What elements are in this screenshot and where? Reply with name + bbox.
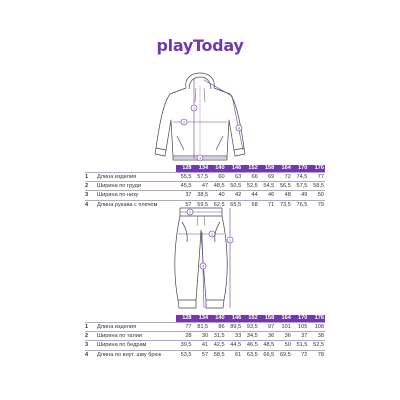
cell: 48 xyxy=(275,191,292,200)
row-label: Длина рукава с плечом xyxy=(96,200,176,209)
size-header: 158 xyxy=(259,165,276,173)
cell: 52,5 xyxy=(242,182,259,191)
row-label: Длина изделия xyxy=(96,173,176,182)
size-header: 152 xyxy=(242,315,259,323)
size-header: 140 xyxy=(209,315,226,323)
row-number: 3 xyxy=(85,341,96,350)
cell: 55,5 xyxy=(176,173,193,182)
cell: 73,5 xyxy=(275,200,292,209)
cell: 42 xyxy=(226,191,243,200)
table-row xyxy=(85,350,325,359)
row-number: 2 xyxy=(85,182,96,191)
table-header-row xyxy=(85,165,325,173)
cell: 65,5 xyxy=(226,200,243,209)
cell: 89,5 xyxy=(226,323,243,332)
cell: 51,5 xyxy=(292,341,309,350)
row-number: 4 xyxy=(85,200,96,209)
pants-marker-1: 1 xyxy=(228,238,232,243)
cell: 41 xyxy=(193,341,210,350)
cell: 72 xyxy=(292,350,309,359)
jacket-marker-2: 2 xyxy=(182,120,186,125)
size-header: 170 xyxy=(292,315,309,323)
cell: 57,5 xyxy=(292,182,309,191)
jacket-marker-1: 1 xyxy=(192,106,196,111)
cell: 50 xyxy=(308,191,325,200)
cell: 44,5 xyxy=(226,341,243,350)
pants-illustration xyxy=(160,204,242,314)
cell: 101 xyxy=(275,323,292,332)
cell: 69,5 xyxy=(275,350,292,359)
cell: 42,5 xyxy=(209,341,226,350)
row-number: 2 xyxy=(85,332,96,341)
cell: 47 xyxy=(193,182,210,191)
cell: 53,5 xyxy=(176,350,193,359)
cell: 78 xyxy=(308,350,325,359)
table-row xyxy=(85,191,325,200)
table-row xyxy=(85,182,325,191)
cell: 58,5 xyxy=(209,350,226,359)
cell: 72 xyxy=(275,173,292,182)
cell: 105 xyxy=(292,323,309,332)
row-number: 1 xyxy=(85,323,96,332)
cell: 45,5 xyxy=(176,182,193,191)
cell: 62,5 xyxy=(209,200,226,209)
row-label: Ширина по талии xyxy=(96,332,176,341)
cell: 50,5 xyxy=(226,182,243,191)
cell: 50 xyxy=(275,341,292,350)
cell: 46 xyxy=(259,191,276,200)
cell: 97 xyxy=(259,323,276,332)
table-row xyxy=(85,323,325,332)
cell: 34,5 xyxy=(242,332,259,341)
size-header: 152 xyxy=(242,165,259,173)
cell: 54,5 xyxy=(259,182,276,191)
cell: 76,5 xyxy=(292,200,309,209)
table-row xyxy=(85,173,325,182)
jacket-size-table xyxy=(85,165,325,209)
size-header: 134 xyxy=(193,315,210,323)
cell: 56,5 xyxy=(275,182,292,191)
cell: 28 xyxy=(176,332,193,341)
size-header: 146 xyxy=(226,315,243,323)
cell: 86 xyxy=(209,323,226,332)
cell: 77 xyxy=(176,323,193,332)
pants-marker-4: 4 xyxy=(201,264,205,269)
cell: 61 xyxy=(226,350,243,359)
cell: 66,5 xyxy=(259,350,276,359)
cell: 79 xyxy=(308,200,325,209)
cell: 44 xyxy=(242,191,259,200)
row-number: 1 xyxy=(85,173,96,182)
cell: 37 xyxy=(292,332,309,341)
cell: 57 xyxy=(193,350,210,359)
cell: 58,5 xyxy=(308,182,325,191)
brand-logo: playToday xyxy=(156,36,244,55)
cell: 57 xyxy=(176,200,193,209)
cell: 81,5 xyxy=(193,323,210,332)
cell: 66 xyxy=(242,173,259,182)
size-header: 140 xyxy=(209,165,226,173)
cell: 38,5 xyxy=(193,191,210,200)
size-header: 164 xyxy=(275,315,292,323)
cell: 68 xyxy=(242,200,259,209)
cell: 60 xyxy=(209,173,226,182)
cell: 36 xyxy=(275,332,292,341)
cell: 77 xyxy=(308,173,325,182)
cell: 36 xyxy=(259,332,276,341)
cell: 48,5 xyxy=(209,182,226,191)
size-header: 170 xyxy=(292,165,309,173)
size-header: 176 xyxy=(308,165,325,173)
jacket-marker-3: 3 xyxy=(198,156,202,161)
row-label: Ширина по низу xyxy=(96,191,176,200)
size-header: 134 xyxy=(193,165,210,173)
row-label: Длина по внут. шву брюк xyxy=(96,350,176,359)
cell: 39,5 xyxy=(176,341,193,350)
cell: 37 xyxy=(176,191,193,200)
size-header: 176 xyxy=(308,315,325,323)
cell: 40 xyxy=(209,191,226,200)
cell: 108 xyxy=(308,323,325,332)
cell: 31,5 xyxy=(209,332,226,341)
cell: 52,5 xyxy=(308,341,325,350)
row-label: Ширина по груди xyxy=(96,182,176,191)
table-row xyxy=(85,332,325,341)
cell: 71 xyxy=(259,200,276,209)
size-header: 164 xyxy=(275,165,292,173)
table-header-row xyxy=(85,315,325,323)
size-header: 146 xyxy=(226,165,243,173)
cell: 30 xyxy=(193,332,210,341)
cell: 33 xyxy=(226,332,243,341)
cell: 38 xyxy=(308,332,325,341)
cell: 93,5 xyxy=(242,323,259,332)
cell: 49 xyxy=(292,191,309,200)
pants-marker-3: 3 xyxy=(210,232,214,237)
row-number: 4 xyxy=(85,350,96,359)
pants-marker-2: 2 xyxy=(188,210,192,215)
cell: 48,5 xyxy=(259,341,276,350)
cell: 46,5 xyxy=(242,341,259,350)
cell: 74,5 xyxy=(292,173,309,182)
size-header: 128 xyxy=(176,315,193,323)
row-number: 3 xyxy=(85,191,96,200)
size-header: 128 xyxy=(176,165,193,173)
cell: 69 xyxy=(259,173,276,182)
row-label: Ширина по бедрам xyxy=(96,341,176,350)
pants-size-table xyxy=(85,315,325,359)
size-header: 158 xyxy=(259,315,276,323)
table-row xyxy=(85,341,325,350)
cell: 57,5 xyxy=(193,173,210,182)
jacket-marker-4: 4 xyxy=(237,126,241,131)
cell: 63 xyxy=(226,173,243,182)
row-label: Длина изделия xyxy=(96,323,176,332)
cell: 63,5 xyxy=(242,350,259,359)
cell: 59,5 xyxy=(193,200,210,209)
jacket-illustration xyxy=(140,72,260,164)
